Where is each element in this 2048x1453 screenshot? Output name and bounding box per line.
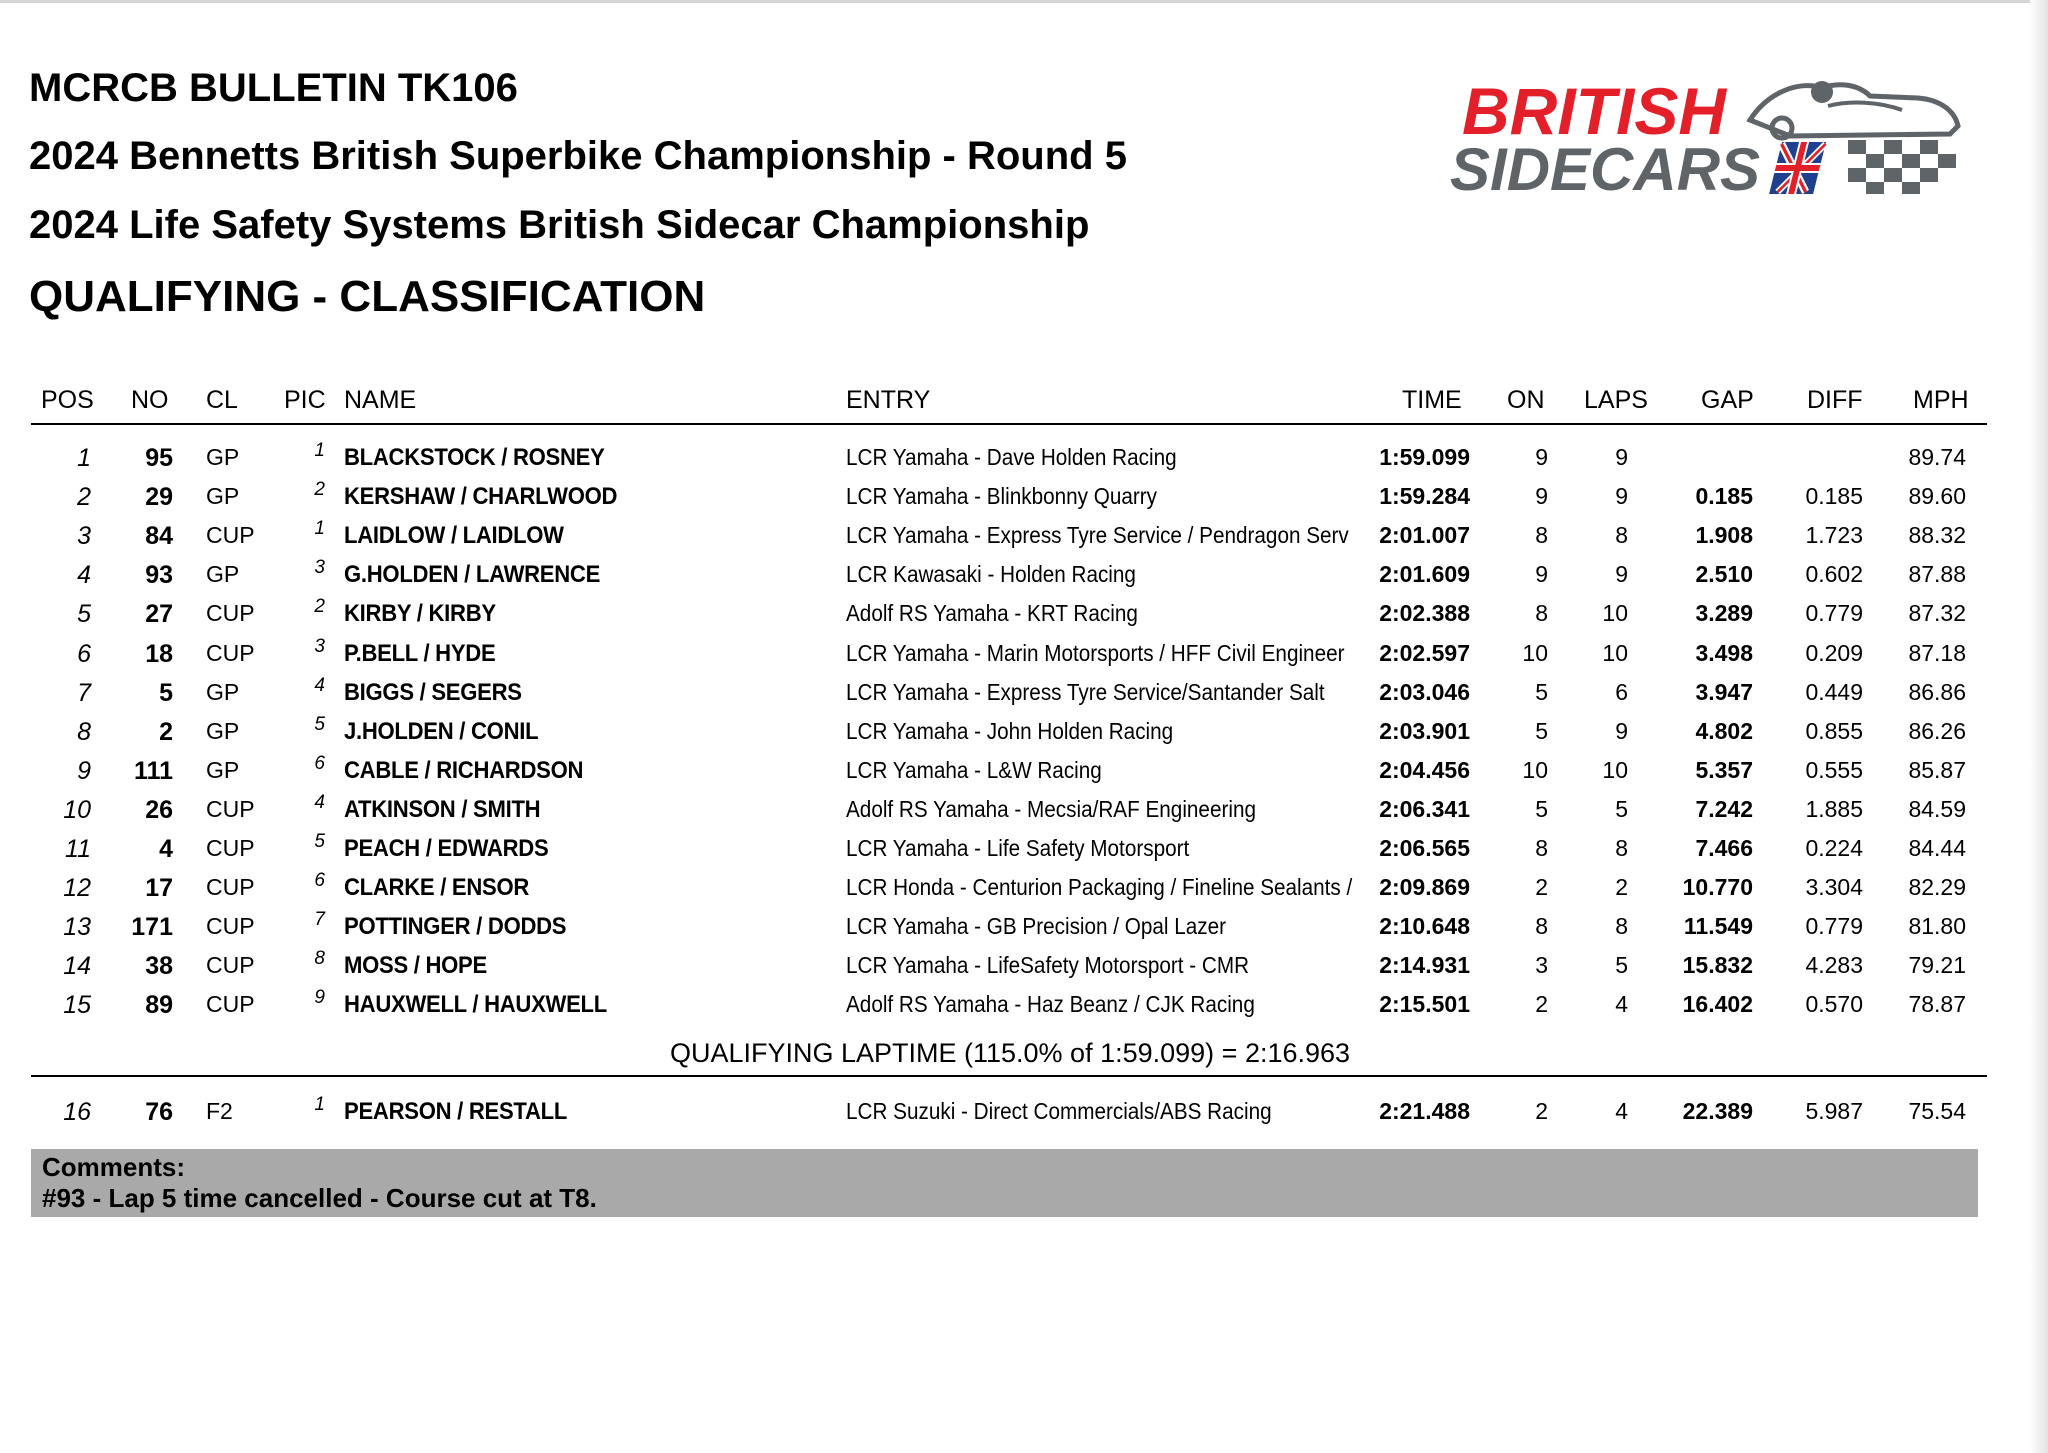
header-rule	[31, 423, 1987, 425]
cell-no: 93	[145, 561, 173, 590]
championship-title: 2024 Life Safety Systems British Sidecar Championship	[29, 203, 1090, 247]
col-cl: CL	[206, 386, 238, 414]
british-sidecars-logo	[1450, 62, 1970, 202]
cell-gap: 5.357	[1695, 756, 1753, 783]
cell-laps: 8	[1615, 522, 1628, 549]
cell-cl: F2	[206, 1098, 233, 1124]
cell-diff: 0.209	[1805, 639, 1863, 666]
cell-pic: 2	[314, 596, 325, 618]
cell-entry: Adolf RS Yamaha - KRT Racing	[846, 600, 1138, 627]
cell-no: 84	[145, 522, 173, 551]
cell-mph: 81.80	[1908, 913, 1966, 940]
cell-name: P.BELL / HYDE	[344, 639, 496, 667]
comments-text: #93 - Lap 5 time cancelled - Course cut at T8.	[42, 1183, 597, 1213]
cell-laps: 4	[1615, 1098, 1628, 1124]
cell-cl: CUP	[206, 795, 255, 822]
cell-gap: 22.389	[1682, 1098, 1753, 1124]
cell-name: G.HOLDEN / LAWRENCE	[344, 561, 601, 589]
cell-time: 1:59.099	[1379, 444, 1470, 470]
cell-cl: CUP	[206, 991, 255, 1018]
cell-on: 8	[1535, 913, 1548, 940]
cell-cl: CUP	[206, 874, 255, 901]
col-time: TIME	[1402, 386, 1462, 414]
session-title: QUALIFYING - CLASSIFICATION	[29, 272, 706, 321]
cell-gap: 3.947	[1695, 678, 1753, 705]
cell-mph: 89.74	[1908, 444, 1966, 470]
cell-entry: LCR Yamaha - LifeSafety Motorsport - CMR	[846, 952, 1250, 979]
union-flag-icon	[1769, 142, 1826, 194]
cell-time: 1:59.284	[1379, 483, 1470, 510]
cell-no: 17	[145, 874, 173, 903]
cell-no: 111	[134, 756, 173, 785]
cell-name: MOSS / HOPE	[344, 952, 487, 980]
table-row	[0, 479, 2048, 522]
table-row	[0, 557, 2048, 600]
cell-name: POTTINGER / DODDS	[344, 913, 567, 941]
cell-cl: GP	[206, 717, 240, 744]
col-name: NAME	[344, 386, 417, 414]
cell-mph: 79.21	[1908, 952, 1966, 979]
cell-time: 2:03.901	[1379, 717, 1470, 744]
col-entry: ENTRY	[846, 386, 931, 414]
cell-mph: 87.88	[1908, 561, 1966, 588]
cell-laps: 10	[1602, 600, 1628, 627]
cell-on: 10	[1522, 639, 1548, 666]
cell-pos: 15	[63, 991, 91, 1020]
cell-on: 2	[1535, 1098, 1548, 1124]
col-laps: LAPS	[1584, 386, 1648, 414]
cell-pos: 13	[63, 913, 91, 942]
cell-diff: 0.555	[1805, 756, 1863, 783]
cell-mph: 75.54	[1908, 1098, 1966, 1124]
cell-mph: 87.18	[1908, 639, 1966, 666]
cell-entry: LCR Yamaha - Blinkbonny Quarry	[846, 483, 1158, 510]
cell-cl: CUP	[206, 952, 255, 979]
cell-pos: 14	[63, 952, 91, 981]
cell-name: PEARSON / RESTALL	[344, 1098, 568, 1125]
cell-pos: 8	[77, 717, 91, 746]
cell-on: 5	[1535, 795, 1548, 822]
cell-name: ATKINSON / SMITH	[344, 795, 541, 823]
cell-on: 9	[1535, 561, 1548, 588]
cell-entry: Adolf RS Yamaha - Haz Beanz / CJK Racing	[846, 991, 1255, 1018]
cell-entry: Adolf RS Yamaha - Mecsia/RAF Engineering	[846, 795, 1256, 822]
cell-pic: 4	[314, 674, 325, 696]
cell-on: 8	[1535, 522, 1548, 549]
cell-pos: 4	[77, 561, 91, 590]
cell-entry: LCR Yamaha - L&W Racing	[846, 756, 1102, 783]
cell-on: 10	[1522, 756, 1548, 783]
cell-laps: 10	[1602, 639, 1628, 666]
cell-time: 2:14.931	[1379, 952, 1470, 979]
cell-time: 2:21.488	[1379, 1098, 1470, 1124]
cell-pos: 3	[77, 522, 91, 551]
cell-time: 2:01.007	[1379, 522, 1470, 549]
cell-time: 2:10.648	[1379, 913, 1470, 940]
cell-laps: 9	[1615, 483, 1628, 510]
cell-diff: 0.779	[1805, 600, 1863, 627]
cell-diff: 1.885	[1805, 795, 1863, 822]
cell-mph: 84.44	[1908, 835, 1966, 861]
cell-time: 2:02.388	[1379, 600, 1470, 627]
cell-gap: 1.908	[1695, 522, 1753, 549]
cell-time: 2:15.501	[1379, 991, 1470, 1018]
cell-entry: LCR Kawasaki - Holden Racing	[846, 561, 1136, 588]
table-row	[0, 987, 2048, 1030]
cell-name: KIRBY / KIRBY	[344, 600, 496, 628]
cell-time: 2:01.609	[1379, 561, 1470, 588]
cell-diff: 3.304	[1805, 874, 1863, 901]
cell-no: 18	[145, 639, 173, 668]
svg-text:BRITISH: BRITISH	[1462, 74, 1726, 148]
cell-diff: 4.283	[1805, 952, 1863, 979]
cell-gap: 4.802	[1695, 717, 1753, 744]
cell-pic: 3	[314, 635, 325, 657]
cell-laps: 2	[1615, 874, 1628, 901]
cell-on: 5	[1535, 678, 1548, 705]
cell-mph: 89.60	[1908, 483, 1966, 510]
cell-gap: 15.832	[1682, 952, 1753, 979]
cell-time: 2:06.341	[1379, 795, 1470, 822]
cell-diff: 0.779	[1805, 913, 1863, 940]
cell-mph: 87.32	[1908, 600, 1966, 627]
cell-pos: 5	[77, 600, 91, 629]
cell-cl: GP	[206, 678, 240, 705]
cell-laps: 4	[1615, 991, 1628, 1018]
cell-entry: LCR Yamaha - Express Tyre Service/Santander Salt	[846, 678, 1325, 705]
cell-pic: 9	[314, 987, 325, 1009]
cell-entry: LCR Yamaha - Life Safety Motorsport	[846, 835, 1190, 861]
cell-gap: 3.498	[1695, 639, 1753, 666]
cell-on: 9	[1535, 444, 1548, 470]
cell-pic: 1	[314, 440, 325, 461]
cell-no: 27	[145, 600, 173, 629]
cell-no: 5	[159, 678, 173, 707]
cell-entry: LCR Yamaha - Dave Holden Racing	[846, 444, 1177, 470]
cell-on: 2	[1535, 991, 1548, 1018]
table-row	[0, 1094, 2048, 1137]
cell-diff: 0.185	[1805, 483, 1863, 510]
cell-cl: CUP	[206, 639, 255, 666]
table-row	[0, 440, 2048, 483]
col-on: ON	[1507, 386, 1545, 414]
table-row	[0, 831, 2048, 874]
cell-name: PEACH / EDWARDS	[344, 835, 549, 862]
cell-cl: CUP	[206, 913, 255, 940]
cell-name: HAUXWELL / HAUXWELL	[344, 991, 607, 1019]
table-row	[0, 909, 2048, 952]
cell-cl: GP	[206, 561, 240, 588]
cell-gap: 7.242	[1695, 795, 1753, 822]
cell-on: 2	[1535, 874, 1548, 901]
cell-pos: 12	[63, 874, 91, 903]
cell-laps: 9	[1615, 561, 1628, 588]
cell-time: 2:04.456	[1379, 756, 1470, 783]
comments-box	[31, 1149, 1978, 1217]
table-row	[0, 713, 2048, 757]
table-row	[0, 635, 2048, 679]
cell-name: CLARKE / ENSOR	[344, 874, 530, 902]
col-gap: GAP	[1701, 386, 1754, 414]
cell-laps: 10	[1602, 756, 1628, 783]
cell-pic: 5	[314, 713, 325, 735]
cell-laps: 6	[1615, 678, 1628, 705]
cell-laps: 8	[1615, 913, 1628, 940]
cell-laps: 5	[1615, 952, 1628, 979]
cell-entry: LCR Suzuki - Direct Commercials/ABS Racing	[846, 1098, 1272, 1124]
cell-no: 95	[145, 444, 173, 472]
table-row	[0, 518, 2048, 561]
cell-pos: 9	[77, 756, 91, 785]
cell-gap: 7.466	[1695, 835, 1753, 861]
cell-pic: 4	[314, 791, 325, 813]
cell-pic: 2	[314, 479, 325, 501]
table-row	[0, 674, 2048, 718]
cell-pos: 11	[65, 835, 91, 863]
cell-gap: 16.402	[1682, 991, 1753, 1018]
cell-diff: 0.602	[1805, 561, 1863, 588]
cell-pos: 2	[77, 483, 91, 512]
cell-no: 4	[159, 835, 173, 863]
col-no: NO	[131, 386, 169, 414]
cell-cl: GP	[206, 444, 240, 470]
bulletin-title: MCRCB BULLETIN TK106	[29, 66, 518, 110]
cell-pic: 1	[314, 518, 325, 540]
cell-gap: 11.549	[1683, 913, 1753, 940]
cell-entry: LCR Yamaha - GB Precision / Opal Lazer	[846, 913, 1227, 940]
cell-cl: CUP	[206, 522, 255, 549]
cell-no: 89	[145, 991, 173, 1020]
cell-laps: 9	[1615, 717, 1628, 744]
table-row	[0, 870, 2048, 913]
cell-name: BIGGS / SEGERS	[344, 678, 522, 706]
cell-laps: 5	[1615, 795, 1628, 822]
svg-text:SIDECARS: SIDECARS	[1450, 136, 1761, 203]
cell-mph: 88.32	[1908, 522, 1966, 549]
table-row	[0, 948, 2048, 991]
cell-no: 29	[145, 483, 173, 512]
top-border	[0, 0, 2048, 3]
cell-pic: 7	[314, 909, 325, 931]
table-row	[0, 791, 2048, 835]
cell-mph: 85.87	[1908, 756, 1966, 783]
cell-pic: 1	[314, 1094, 325, 1115]
comments-title: Comments:	[42, 1152, 186, 1182]
cell-no: 76	[145, 1098, 173, 1126]
cell-pic: 6	[314, 752, 325, 774]
cell-name: J.HOLDEN / CONIL	[344, 717, 539, 745]
col-pic: PIC	[284, 386, 326, 414]
cell-diff: 0.224	[1805, 835, 1863, 861]
cell-name: BLACKSTOCK / ROSNEY	[344, 444, 605, 471]
qualifying-rule	[31, 1075, 1987, 1077]
qualifying-laptime: QUALIFYING LAPTIME (115.0% of 1:59.099) = 2:16.963	[669, 1038, 1351, 1068]
cell-time: 2:06.565	[1379, 835, 1470, 861]
cell-entry: LCR Yamaha - John Holden Racing	[846, 717, 1174, 744]
cell-no: 26	[145, 795, 173, 824]
col-pos: POS	[41, 386, 94, 414]
table-row	[0, 752, 2048, 796]
cell-name: LAIDLOW / LAIDLOW	[344, 522, 564, 550]
cell-no: 171	[131, 913, 173, 942]
cell-mph: 86.86	[1908, 678, 1966, 705]
cell-on: 5	[1535, 717, 1548, 744]
cell-name: CABLE / RICHARDSON	[344, 756, 584, 784]
cell-mph: 86.26	[1908, 717, 1966, 744]
cell-pic: 3	[314, 557, 325, 579]
cell-gap: 10.770	[1682, 874, 1753, 901]
cell-on: 8	[1535, 600, 1548, 627]
cell-pic: 5	[314, 831, 325, 852]
cell-mph: 78.87	[1908, 991, 1966, 1018]
cell-cl: CUP	[206, 600, 255, 627]
cell-entry: LCR Honda - Centurion Packaging / Fineline Sealants /	[846, 874, 1353, 901]
cell-no: 2	[159, 717, 173, 746]
cell-gap: 2.510	[1695, 561, 1753, 588]
cell-time: 2:03.046	[1379, 678, 1470, 705]
cell-time: 2:02.597	[1379, 639, 1470, 666]
cell-no: 38	[145, 952, 173, 981]
event-title: 2024 Bennetts British Superbike Championship - Round 5	[29, 134, 1127, 178]
cell-on: 8	[1535, 835, 1548, 861]
cell-cl: CUP	[206, 835, 255, 861]
cell-pos: 6	[77, 639, 91, 668]
table-row	[0, 596, 2048, 639]
cell-laps: 8	[1615, 835, 1628, 861]
cell-diff: 0.449	[1805, 678, 1863, 705]
cell-mph: 84.59	[1908, 795, 1966, 822]
cell-mph: 82.29	[1908, 874, 1966, 901]
cell-entry: LCR Yamaha - Express Tyre Service / Pendragon Serv	[846, 522, 1349, 549]
cell-cl: GP	[206, 483, 240, 510]
col-diff: DIFF	[1807, 386, 1863, 414]
cell-pic: 8	[314, 948, 325, 970]
col-mph: MPH	[1913, 386, 1969, 414]
cell-gap: 3.289	[1695, 600, 1753, 627]
cell-diff: 1.723	[1805, 522, 1863, 549]
cell-entry: LCR Yamaha - Marin Motorsports / HFF Civil Engineer	[846, 639, 1345, 666]
cell-on: 9	[1535, 483, 1548, 510]
cell-name: KERSHAW / CHARLWOOD	[344, 483, 618, 511]
cell-gap: 0.185	[1695, 483, 1753, 510]
cell-pos: 1	[77, 444, 91, 472]
cell-diff: 0.570	[1805, 991, 1863, 1018]
cell-pos: 7	[77, 678, 91, 707]
cell-pos: 10	[63, 795, 91, 824]
cell-pos: 16	[63, 1098, 91, 1126]
cell-time: 2:09.869	[1379, 874, 1470, 901]
cell-on: 3	[1535, 952, 1548, 979]
cell-diff: 5.987	[1805, 1098, 1863, 1124]
cell-pic: 6	[314, 870, 325, 892]
cell-laps: 9	[1615, 444, 1628, 470]
cell-cl: GP	[206, 756, 240, 783]
cell-diff: 0.855	[1805, 717, 1863, 744]
